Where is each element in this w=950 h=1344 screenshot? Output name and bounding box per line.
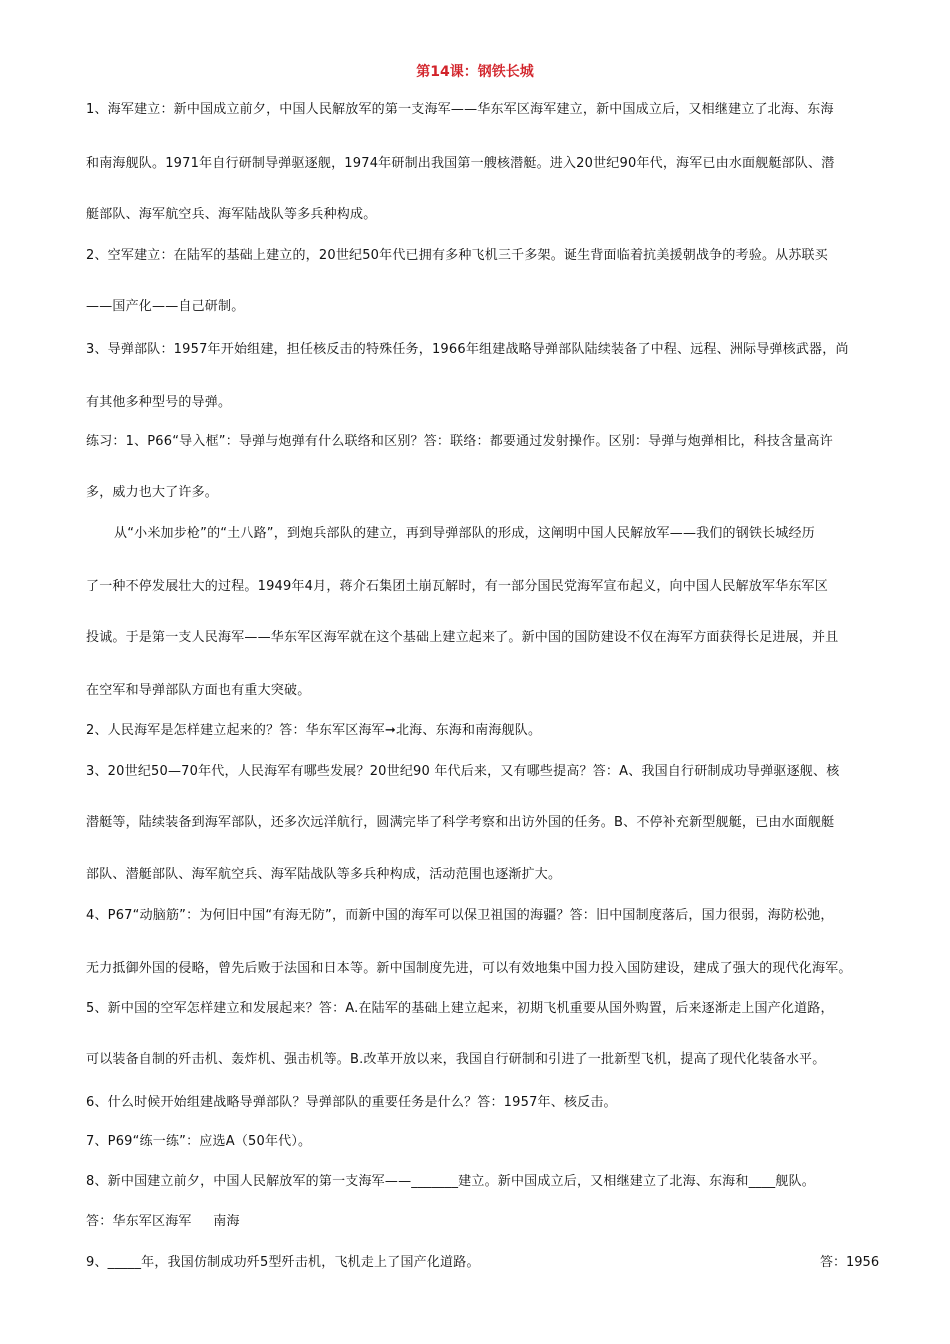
text-line: 6、什么时候开始组建战略导弹部队？导弹部队的重要任务是什么？答：1957年、核反击。 <box>86 1095 617 1110</box>
text-line: 潜艇等，陆续装备到海军部队，还多次远洋航行，圆满完毕了科学考察和出访外国的任务。B、不停补充新型舰艇，已由水面舰艇 <box>86 815 835 830</box>
text-line: 3、20世纪50—70年代，人民海军有哪些发展？20世纪90 年代后来，又有哪些提高？答：A、我国自行研制成功导弹驱逐舰、核 <box>86 764 840 779</box>
text-line: 投诚。于是第一支人民海军——华东军区海军就在这个基础上建立起来了。新中国的国防建设不仅在海军方面获得长足进展，并且 <box>86 630 839 645</box>
text-line: 练习：1、P66“导入框”：导弹与炮弹有什么联络和区别？答：联络：都要通过发射操作。区别：导弹与炮弹相比，科技含量高许 <box>86 434 833 449</box>
text-line: 3、导弹部队：1957年开始组建，担任核反击的特殊任务，1966年组建战略导弹部队陆续装备了中程、远程、洲际导弹核武器，尚 <box>86 342 849 357</box>
text-line: 2、人民海军是怎样建立起来的？答：华东军区海军➞北海、东海和南海舰队。 <box>86 723 542 738</box>
text-line: 从“小米加步枪”的“土八路”，到炮兵部队的建立，再到导弹部队的形成，这阐明中国人民解放军——我们的钢铁长城经历 <box>114 526 815 541</box>
text-line: 无力抵御外国的侵略，曾先后败于法国和日本等。新中国制度先进，可以有效地集中国力投入国防建设，建成了强大的现代化海军。 <box>86 961 852 976</box>
text-line: 部队、潜艇部队、海军航空兵、海军陆战队等多兵种构成，活动范围也逐渐扩大。 <box>86 867 562 882</box>
answer-line: 答：华东军区海军 南海 <box>86 1214 240 1229</box>
text-line: 4、P67“动脑筋”：为何旧中国“有海无防”，而新中国的海军可以保卫祖国的海疆？答：旧中国制度落后，国力很弱，海防松弛， <box>86 908 834 923</box>
text-line: 8、新中国建立前夕，中国人民解放军的第一支海军——_______建立。新中国成立后，又相继建立了北海、东海和____舰队。 <box>86 1174 815 1189</box>
lesson-title: 第14课：钢铁长城 <box>416 64 534 80</box>
answer-9: 答：1956 <box>820 1255 880 1270</box>
text-line: 艇部队、海军航空兵、海军陆战队等多兵种构成。 <box>86 207 377 222</box>
text-line: 2、空军建立：在陆军的基础上建立的，20世纪50年代已拥有多种飞机三千多架。诞生背面临着抗美援朝战争的考验。从苏联买 <box>86 248 828 263</box>
text-line: 有其他多种型号的导弹。 <box>86 395 232 410</box>
text-line: 9、_____年，我国仿制成功歼5型歼击机，飞机走上了国产化道路。 <box>86 1255 480 1270</box>
text-line: 7、P69“练一练”：应选A（50年代）。 <box>86 1134 312 1149</box>
text-line: 5、新中国的空军怎样建立和发展起来？答：A.在陆军的基础上建立起来，初期飞机重要从国外购置，后来逐渐走上国产化道路， <box>86 1001 834 1016</box>
text-line: 了一种不停发展壮大的过程。1949年4月，蒋介石集团土崩瓦解时，有一部分国民党海军宣布起义，向中国人民解放军华东军区 <box>86 579 828 594</box>
text-line: 多，威力也大了许多。 <box>86 485 219 500</box>
text-line: 和南海舰队。1971年自行研制导弹驱逐舰，1974年研制出我国第一艘核潜艇。进入20世纪90年代，海军已由水面舰艇部队、潜 <box>86 156 835 171</box>
text-line: ——国产化——自己研制。 <box>86 299 245 314</box>
text-line: 1、海军建立：新中国成立前夕，中国人民解放军的第一支海军——华东军区海军建立，新中国成立后，又相继建立了北海、东海 <box>86 102 834 117</box>
text-line: 在空军和导弹部队方面也有重大突破。 <box>86 683 311 698</box>
text-line: 可以装备自制的歼击机、轰炸机、强击机等。B.改革开放以来，我国自行研制和引进了一批新型飞机，提高了现代化装备水平。 <box>86 1052 826 1067</box>
